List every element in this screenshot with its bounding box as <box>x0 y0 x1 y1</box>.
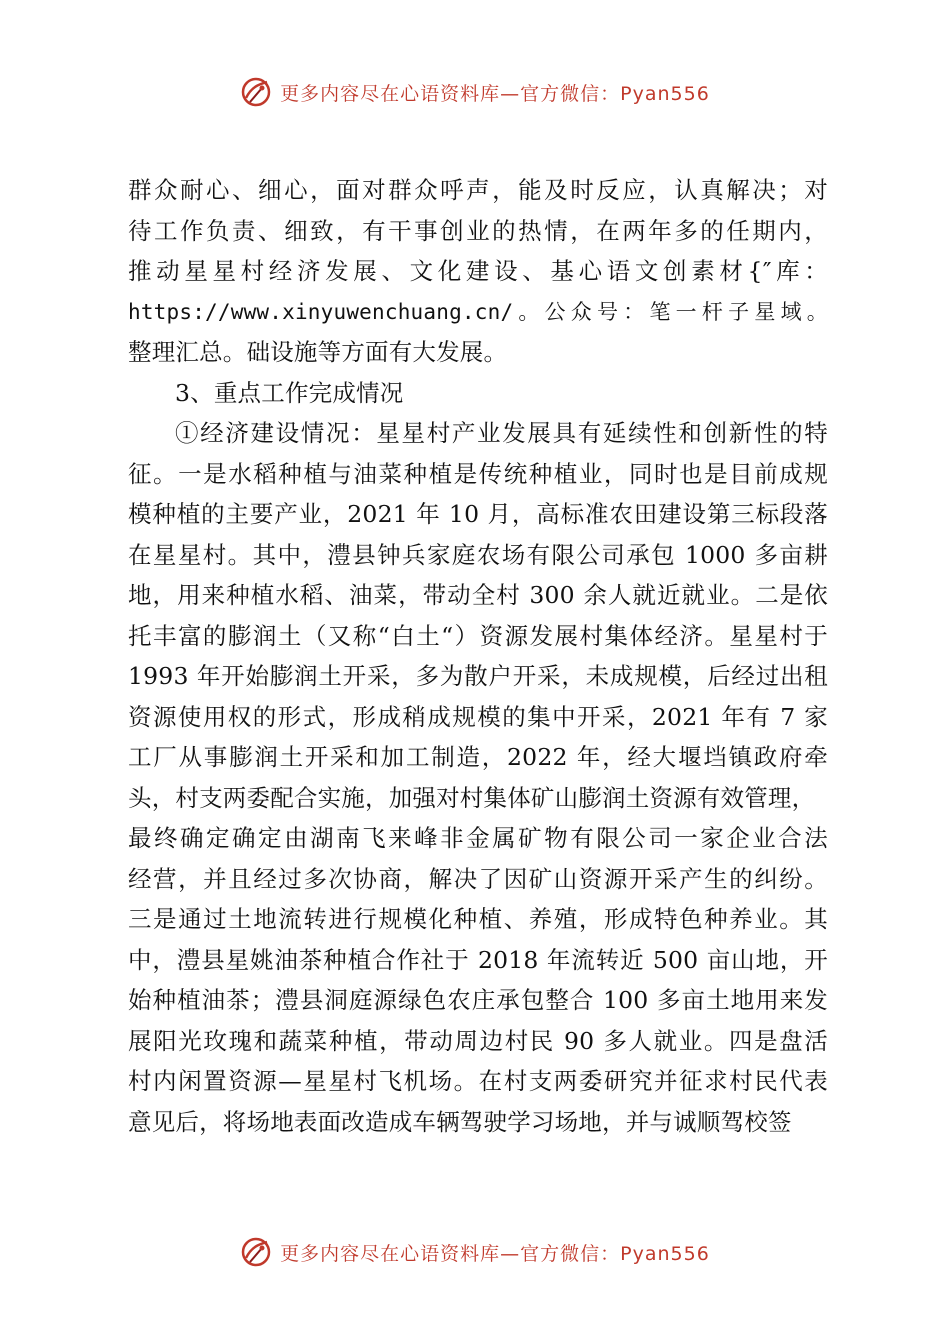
paragraph-line: 地，用来种植水稻、油菜，带动全村 300 余人就近就业。二是依 <box>128 581 828 609</box>
paragraph-line: 托丰富的膨润土（又称“白土“）资源发展村集体经济。星星村于 <box>128 621 828 650</box>
paragraph-line: 工厂从事膨润土开采和加工制造，2022 年，经大堰垱镇政府牵 <box>128 743 828 771</box>
paragraph-line: 始种植油茶；澧县洞庭源绿色农庄承包整合 100 多亩土地用来发 <box>128 986 828 1014</box>
paragraph-line: 中，澧县星姚油茶种植合作社于 2018 年流转近 500 亩山地，开 <box>128 945 828 974</box>
paragraph-line: ①经济建设情况：星星村产业发展具有延续性和创新性的特 <box>175 419 828 447</box>
paragraph-line: 村内闲置资源—星星村飞机场。在村支两委研究并征求村民代表 <box>128 1067 828 1095</box>
paragraph-line: 意见后，将场地表面改造成车辆驾驶学习场地，并与诚顺驾校签 <box>128 1107 792 1136</box>
paragraph-line: 头，村支两委配合实施，加强对村集体矿山膨润土资源有效管理， <box>128 783 816 812</box>
section-heading: 3、重点工作完成情况 <box>175 378 404 407</box>
footer-banner <box>0 1232 950 1272</box>
paragraph-line: 推动星星村经济发展、文化建设、基心语文创素材{″库： <box>128 257 828 285</box>
paragraph-line: 征。一是水稻种植与油菜种植是传统种植业，同时也是目前成规 <box>128 459 828 488</box>
header-banner <box>0 72 950 112</box>
paragraph-line: 最终确定确定由湖南飞来峰非金属矿物有限公司一家企业合法 <box>128 824 828 852</box>
footer-banner-text: 更多内容尽在心语资料库—官方微信：Pyan556 <box>280 1242 710 1265</box>
document-body <box>128 170 828 1142</box>
paragraph-line: 群众耐心、细心，面对群众呼声，能及时反应，认真解决；对 <box>128 176 828 204</box>
paragraph-line: 资源使用权的形式，形成稍成规模的集中开采，2021 年有 7 家 <box>128 702 828 731</box>
paragraph-line: 整理汇总。础设施等方面有大发展。 <box>128 338 508 366</box>
paragraph-line: https://www.xinyuwenchuang.cn/。公众号：笔一杆子星域。 <box>128 299 828 324</box>
paragraph-line: 经营，并且经过多次协商，解决了因矿山资源开采产生的纠纷。 <box>128 864 828 893</box>
brand-logo-icon <box>240 76 272 108</box>
brand-logo-icon <box>240 1236 272 1268</box>
paragraph-line: 待工作负责、细致，有干事创业的热情，在两年多的任期内， <box>128 216 828 245</box>
paragraph-line: 模种植的主要产业，2021 年 10 月，高标准农田建设第三标段落 <box>128 500 828 528</box>
paragraph-line: 在星星村。其中，澧县钟兵家庭农场有限公司承包 1000 多亩耕 <box>128 540 828 569</box>
paragraph-line: 展阳光玫瑰和蔬菜种植，带动周边村民 90 多人就业。四是盘活 <box>128 1026 828 1055</box>
header-banner-text: 更多内容尽在心语资料库—官方微信：Pyan556 <box>280 82 710 105</box>
paragraph-line: 1993 年开始膨润土开采，多为散户开采，未成规模，后经过出租 <box>128 662 828 690</box>
paragraph-line: 三是通过土地流转进行规模化种植、养殖，形成特色种养业。其 <box>128 905 828 933</box>
